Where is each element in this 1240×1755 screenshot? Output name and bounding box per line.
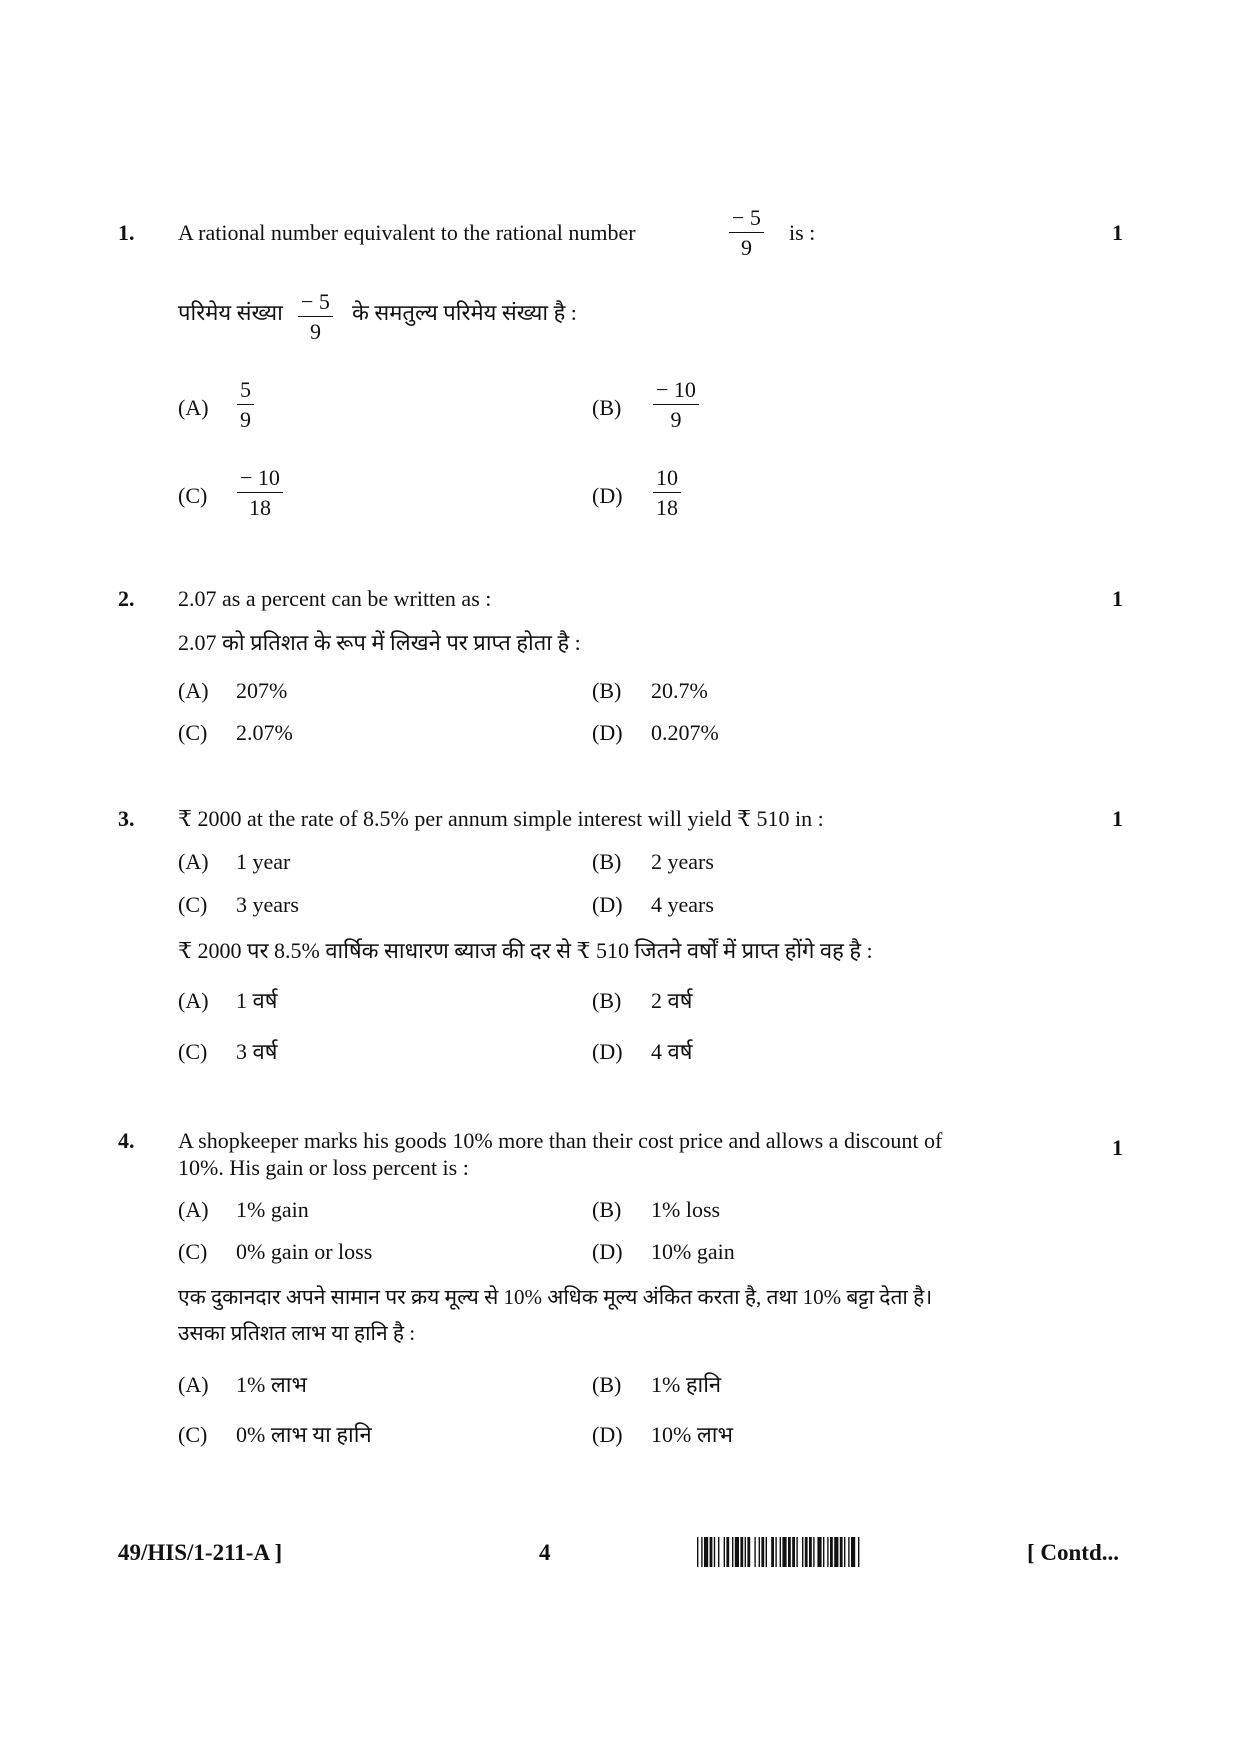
contd-label: [ Contd...	[1027, 1540, 1120, 1565]
q1-option-d-value	[653, 467, 681, 519]
q2-option-c-label: (C)	[178, 720, 208, 745]
q2-number: 2.	[118, 586, 135, 611]
q1-option-b-value	[653, 379, 699, 431]
q4-option-b-label: (B)	[592, 1197, 622, 1222]
q3-option-a-label: (A)	[178, 849, 209, 874]
q1-option-c-num: − 10	[237, 467, 283, 493]
q3-number: 3.	[118, 806, 135, 831]
q3-option-c-hi-text: 3 वर्ष	[236, 1039, 278, 1064]
q2-marks: 1	[1112, 586, 1123, 611]
q4-option-c-label: (C)	[178, 1239, 208, 1264]
q4-option-d-hi-label: (D)	[592, 1422, 623, 1447]
q3-option-a-text: 1 year	[236, 849, 291, 874]
q4-option-d-text: 10% gain	[651, 1239, 735, 1264]
q1-option-c-value	[237, 467, 283, 519]
q4-text-en-line1: A shopkeeper marks his goods 10% more than their cost price and allows a discount of	[178, 1128, 943, 1153]
q2-option-c-text: 2.07%	[236, 720, 293, 745]
q3-text-hi: ₹ 2000 पर 8.5% वार्षिक साधारण ब्याज की दर से ₹ 510 जितने वर्षों में प्राप्त होंगे वह है :	[178, 938, 873, 963]
q1-fraction-hi-num: − 5	[298, 291, 333, 317]
q4-option-b-hi-text: 1% हानि	[651, 1372, 722, 1397]
q1-option-c-den: 18	[248, 495, 271, 520]
q3-option-b-label: (B)	[592, 849, 622, 874]
q1-option-c-label: (C)	[178, 483, 208, 508]
q3-option-b-hi-label: (B)	[592, 988, 622, 1013]
q3-option-d-hi-text: 4 वर्ष	[651, 1039, 693, 1064]
q4-text-hi-line2: उसका प्रतिशत लाभ या हानि है :	[178, 1321, 416, 1345]
q1-fraction-en-num: − 5	[729, 207, 764, 233]
q1-option-a-label: (A)	[178, 395, 209, 420]
q3-option-b-hi-text: 2 वर्ष	[651, 988, 693, 1013]
q1-fraction-en-den: 9	[740, 235, 752, 260]
paper-code: 49/HIS/1-211-A ]	[118, 1540, 283, 1565]
q3-option-b-text: 2 years	[651, 849, 714, 874]
q1-number: 1.	[118, 220, 135, 245]
q2-option-a-label: (A)	[178, 678, 209, 703]
q1-text-hi-end: के समतुल्य परिमेय संख्या है :	[352, 300, 577, 325]
q1-option-a-num: 5	[237, 379, 254, 405]
q4-option-c-text: 0% gain or loss	[236, 1239, 373, 1264]
q4-option-a-text: 1% gain	[236, 1197, 309, 1222]
q4-marks: 1	[1112, 1135, 1123, 1160]
barcode-icon	[697, 1537, 1017, 1567]
q1-option-b-den: 9	[670, 407, 682, 432]
q4-option-c-hi-text: 0% लाभ या हानि	[236, 1422, 372, 1447]
q3-option-c-label: (C)	[178, 892, 208, 917]
q4-option-c-hi-label: (C)	[178, 1422, 208, 1447]
q4-option-a-hi-label: (A)	[178, 1372, 209, 1397]
q2-text-hi: 2.07 को प्रतिशत के रूप में लिखने पर प्राप्त होता है :	[178, 630, 581, 655]
q3-option-a-hi-label: (A)	[178, 988, 209, 1013]
q1-marks: 1	[1112, 220, 1123, 245]
q1-option-b-num: − 10	[653, 379, 699, 405]
q2-option-d-text: 0.207%	[651, 720, 719, 745]
q3-option-d-text: 4 years	[651, 892, 714, 917]
q3-marks: 1	[1112, 806, 1123, 831]
q3-text-en: ₹ 2000 at the rate of 8.5% per annum simple interest will yield ₹ 510 in :	[178, 806, 824, 831]
q4-text-en-line2: 10%. His gain or loss percent is :	[178, 1155, 469, 1180]
q1-option-a-value	[237, 379, 254, 431]
q1-option-d-label: (D)	[592, 483, 623, 508]
q1-option-d-num: 10	[653, 467, 681, 493]
q1-text-en-end: is :	[789, 220, 816, 245]
q2-option-d-label: (D)	[592, 720, 623, 745]
page-number: 4	[539, 1540, 551, 1565]
q2-option-b-text: 20.7%	[651, 678, 708, 703]
q1-fraction-hi-den: 9	[309, 319, 321, 344]
q4-option-a-hi-text: 1% लाभ	[236, 1372, 307, 1397]
q1-fraction-en	[729, 207, 764, 259]
q4-option-a-label: (A)	[178, 1197, 209, 1222]
q4-number: 4.	[118, 1128, 135, 1153]
q4-option-d-hi-text: 10% लाभ	[651, 1422, 733, 1447]
q3-option-c-text: 3 years	[236, 892, 299, 917]
q1-option-d-den: 18	[656, 495, 678, 520]
q3-option-d-label: (D)	[592, 892, 623, 917]
q4-text-hi-line1: एक दुकानदार अपने सामान पर क्रय मूल्य से 10% अधिक मूल्य अंकित करता है, तथा 10% बट्टा देता है।	[178, 1285, 933, 1309]
q2-option-a-text: 207%	[236, 678, 288, 703]
q4-option-d-label: (D)	[592, 1239, 623, 1264]
q1-option-b-label: (B)	[592, 395, 622, 420]
q1-option-a-den: 9	[240, 407, 251, 432]
q1-text-hi: परिमेय संख्या	[178, 300, 283, 325]
q1-text-en: A rational number equivalent to the rational number	[178, 220, 636, 245]
q3-option-d-hi-label: (D)	[592, 1039, 623, 1064]
q4-option-b-hi-label: (B)	[592, 1372, 622, 1397]
q1-fraction-hi	[298, 291, 333, 343]
q2-option-b-label: (B)	[592, 678, 622, 703]
q3-option-c-hi-label: (C)	[178, 1039, 208, 1064]
q4-option-b-text: 1% loss	[651, 1197, 721, 1222]
q3-option-a-hi-text: 1 वर्ष	[236, 988, 278, 1013]
q2-text-en: 2.07 as a percent can be written as :	[178, 586, 492, 611]
